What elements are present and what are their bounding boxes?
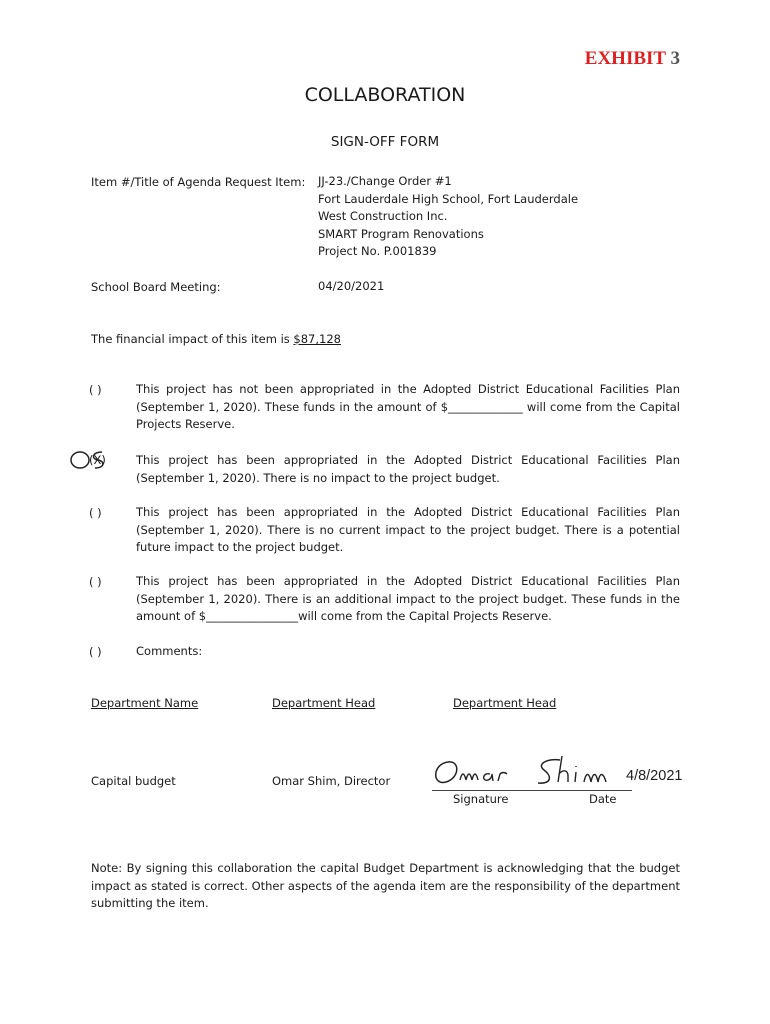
exhibit-word: EXHIBIT (584, 48, 666, 69)
financial-impact (91, 332, 341, 346)
meeting-label: School Board Meeting: (91, 280, 221, 294)
handwritten-signature-icon (430, 752, 630, 792)
signature-caption: Signature (453, 792, 509, 806)
option-text: This project has been appropriated in the Adopted District Educational Facilities Plan (September 1, 2020). There is no current impact to the project budget. There is a potential future impact to the project budget. (136, 505, 680, 554)
item-label: Item #/Title of Agenda Request Item: (91, 175, 306, 189)
item-details (318, 173, 578, 261)
option-checkbox: ( ) (89, 645, 102, 659)
department-head: Omar Shim, Director (272, 774, 391, 788)
item-line: SMART Program Renovations (318, 226, 484, 241)
footer-note: Note: By signing this collaboration the capital Budget Department is acknowledging that the budget impact as stated is correct. Other aspects of the agenda item are the responsibility of the department submitting the item. (91, 861, 680, 910)
department-name: Capital budget (91, 774, 176, 788)
page-title: COLLABORATION (304, 84, 466, 106)
item-line: Project No. P.001839 (318, 244, 437, 258)
item-line: JJ-23./Change Order #1 (318, 174, 452, 188)
signature-image (430, 752, 630, 795)
date-caption: Date (589, 792, 617, 806)
signature-line (432, 790, 632, 791)
item-line: Fort Lauderdale High School, Fort Lauderdale (318, 191, 579, 206)
header-department-name: Department Name (91, 696, 199, 710)
financial-prefix: The financial impact of this item is (91, 332, 294, 346)
option-checkbox: ( ) (89, 506, 102, 520)
page-subtitle: SIGN-OFF FORM (330, 134, 440, 150)
option-checkbox: ( ) (89, 575, 102, 589)
item-line: West Construction Inc. (318, 209, 448, 223)
signature-date: 4/8/2021 (626, 768, 683, 784)
exhibit-label (585, 48, 680, 70)
financial-amount: $87,128 (293, 332, 341, 346)
option-text: This project has been appropriated in the Adopted District Educational Facilities Plan (September 1, 2020). There is no impact to the project budget. (136, 453, 680, 485)
exhibit-number: 3 (670, 48, 680, 69)
meeting-date: 04/20/2021 (318, 279, 385, 293)
header-department-head-2: Department Head (453, 696, 557, 710)
header-department-head: Department Head (272, 696, 376, 710)
option-text: Comments: (136, 644, 203, 658)
option-text: This project has not been appropriated in the Adopted District Educational Facilities Plan (September 1, 2020). These funds in the amount of $_____________ will come from the Capital Projects Reserve. (136, 382, 680, 431)
option-checkbox: ( ) (89, 383, 102, 397)
option-text: This project has been appropriated in the Adopted District Educational Facilities Plan (September 1, 2020). There is an additional impact to the project budget. These funds in the amount of $________________will come from the Capital Projects Reserve. (136, 574, 680, 623)
option-checkbox-checked: (X) (89, 453, 106, 467)
